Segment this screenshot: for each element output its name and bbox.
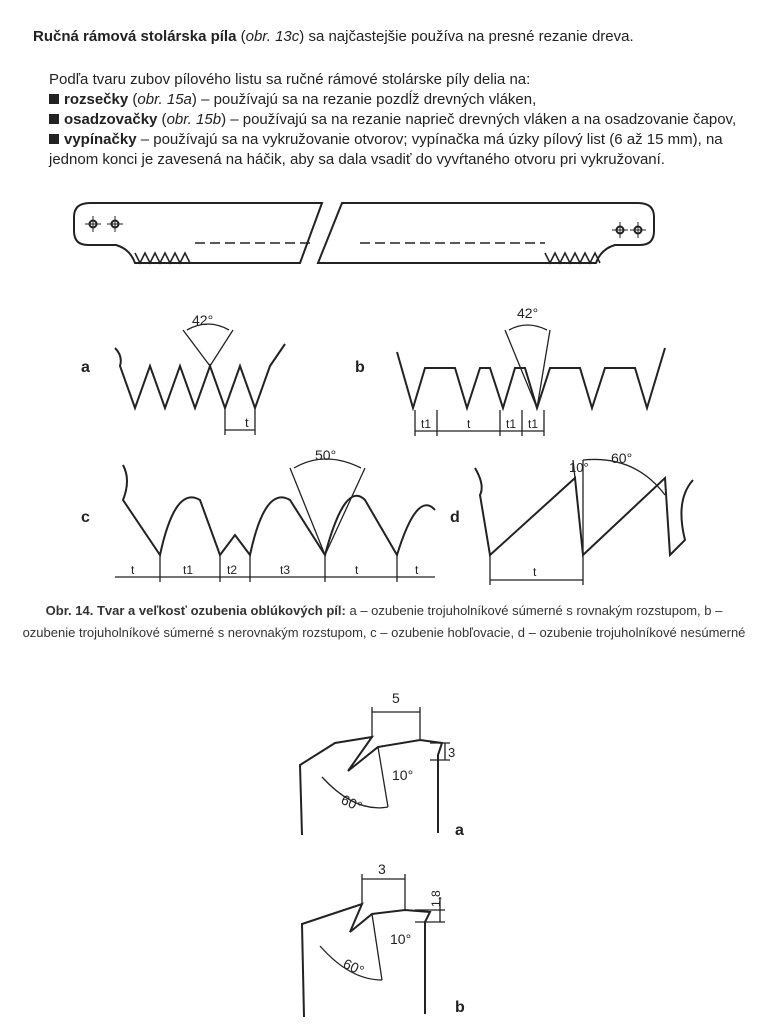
fig-c-dim: t3: [280, 563, 291, 577]
fig-a-label: a: [455, 822, 464, 839]
square-bullet-icon: [49, 94, 59, 104]
list-term: osadzovačky: [64, 111, 158, 128]
caption-bold: Obr. 14. Tvar a veľkosť ozubenia oblúkových píl:: [45, 603, 346, 618]
fig-b-dim-h: 1,8: [429, 890, 443, 907]
list-ref: obr. 15a: [137, 91, 192, 108]
fig-c-dim: t: [415, 563, 419, 577]
fig-b-angle-1: 10°: [390, 931, 412, 947]
saw-type-list: [49, 90, 754, 170]
saw-blade-drawing: [60, 195, 670, 275]
list-ref: obr. 15b: [166, 111, 222, 128]
square-bullet-icon: [49, 134, 59, 144]
fig-b-dim: t1: [421, 417, 432, 431]
list-text: – používajú sa na rezanie naprieč drevných vláken a na osadzovanie čapov,: [230, 111, 737, 128]
fig-d-angle-2: 60°: [611, 450, 633, 466]
fig-a-angle-2: 60°: [338, 791, 365, 815]
tooth-detail-a: [280, 685, 480, 840]
figure-caption: [20, 600, 748, 644]
list-term: rozsečky: [64, 91, 129, 108]
list-text: – používajú sa na rezanie pozdĺž drevných vláken,: [201, 91, 537, 108]
fig-a-angle: 42°: [192, 312, 214, 328]
fig-b-dim: t: [467, 417, 471, 431]
intro-term: Ručná rámová stolárska píla: [33, 28, 237, 45]
square-bullet-icon: [49, 114, 59, 124]
fig-b-dim: t1: [528, 417, 539, 431]
fig-a-angle-1: 10°: [392, 767, 414, 783]
list-term: vypínačky: [64, 131, 137, 148]
fig-c-dim: t: [131, 563, 135, 577]
fig-b-angle: 42°: [517, 305, 539, 321]
fig-c-dim: t: [355, 563, 359, 577]
fig-b-angle-2: 60°: [340, 955, 367, 979]
tooth-detail-b: [280, 862, 480, 1024]
list-item: osadzovačky (obr. 15b) – používajú sa na rezanie naprieč drevných vláken a na osadzovanie čapov,: [49, 110, 754, 130]
list-item: [49, 130, 754, 170]
fig-b-label: b: [455, 999, 465, 1016]
fig-d-label: d: [450, 509, 460, 526]
fig-b-dim: t1: [506, 417, 517, 431]
fig-d-angle-1: 10°: [569, 460, 589, 475]
intro-paragraph: Ručná rámová stolárska píla (obr. 13c) sa najčastejšie používa na presné rezanie dreva.: [33, 28, 634, 45]
fig-a-dim-w: 5: [392, 690, 400, 706]
fig-c-dim: t2: [227, 563, 238, 577]
fig-a-dim-h: 3: [448, 745, 456, 760]
intro-ref: obr. 13c: [245, 28, 300, 45]
fig-a-label: a: [81, 359, 90, 376]
caption-text: a – ozubenie trojuholníkové súmerné s rovnakým rozstupom, b – ozubenie trojuholníkové súmerné s nerovnakým rozstupom, c – ozubenie hobľovacie, d – ozubenie trojuholníkové nesúmerné: [22, 603, 746, 640]
fig-c-label: c: [81, 509, 90, 526]
fig-a-dim-t: t: [245, 415, 249, 430]
fig-c-dim: t1: [183, 563, 194, 577]
intro-rest: sa najčastejšie používa na presné rezanie dreva.: [308, 28, 634, 45]
fig-d-dim-t: t: [533, 565, 537, 579]
fig-b-label: b: [355, 359, 365, 376]
fig-c-angle: 50°: [315, 447, 337, 463]
list-text: – používajú sa na vykružovanie otvorov; vypínačka má úzky pílový list (6 až 15 mm), na jednom konci je zavesená na háčik, aby sa dala vsadiť do vyvŕtaného otvoru pri vykružovaní.: [49, 131, 723, 168]
fig-b-dim-w: 3: [378, 862, 386, 877]
lead-paragraph: Podľa tvaru zubov pílového listu sa ručné rámové stolárske píly delia na:: [49, 71, 531, 88]
tooth-forms-figure: [75, 300, 695, 590]
list-item: rozsečky (obr. 15a) – používajú sa na rezanie pozdĺž drevných vláken,: [49, 90, 754, 110]
